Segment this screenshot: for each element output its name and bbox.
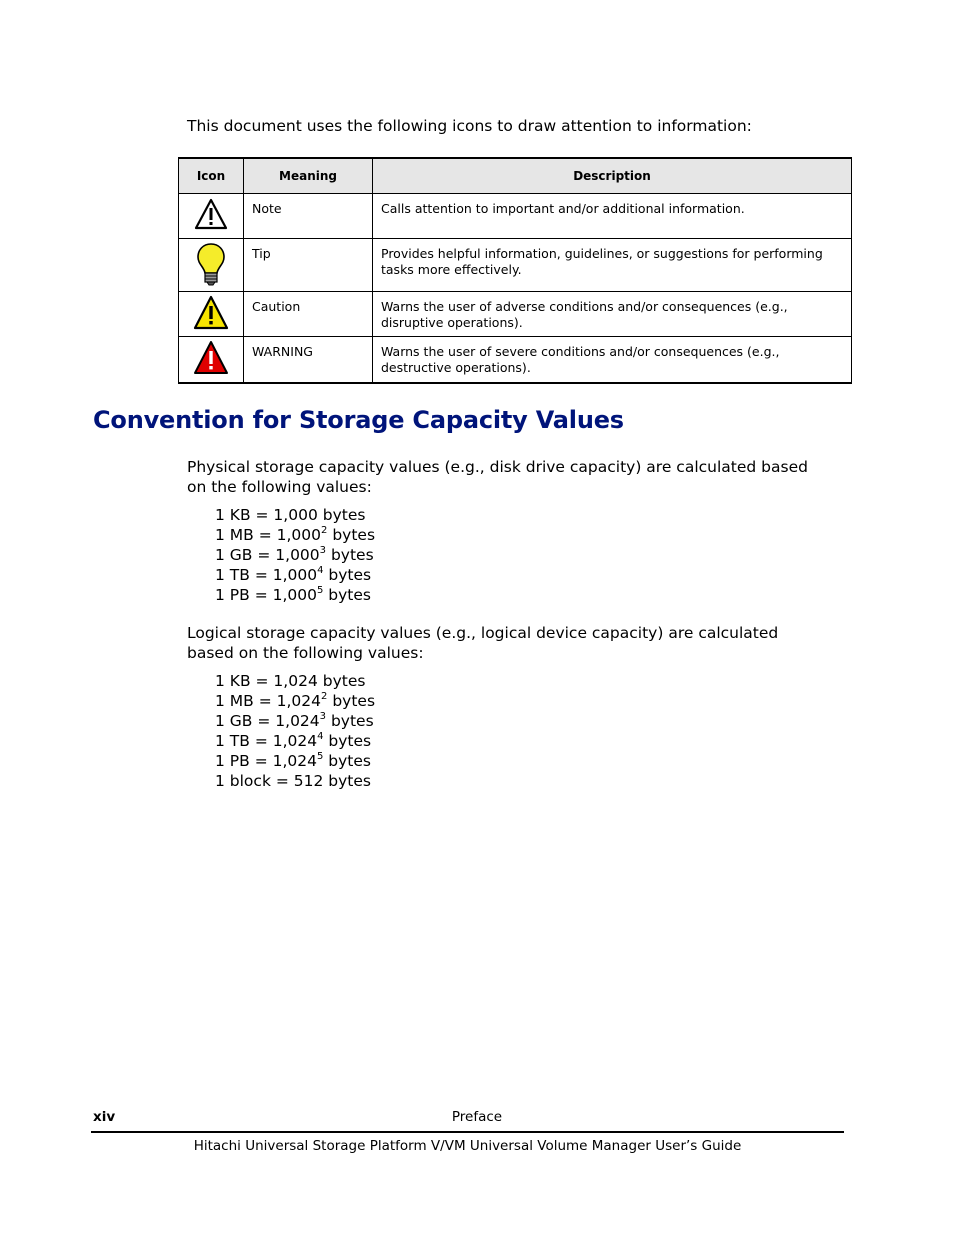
list-item: 1 TB = $1,000^4$ bytes [215,564,372,584]
list-item: 1 KB = 1,024 bytes [215,672,366,690]
table-row [179,239,852,292]
footer-section: Preface [451,1109,503,1125]
meaning-cell: Tip [244,239,373,292]
list-item: 1 PB = $1,024^5$ bytes [215,750,371,770]
intro-text: This document uses the following icons to draw attention to information: [187,117,752,135]
table-row [179,292,852,337]
section-heading: Convention for Storage Capacity Values [93,406,624,434]
list-item: 1 block = 512 bytes [215,772,371,790]
table-row [179,337,852,384]
description-cell: Calls attention to important and/or additional information. [373,194,852,239]
description-cell: Provides helpful information, guidelines, or suggestions for performing tasks more effectively. [373,239,852,292]
description-cell: Warns the user of severe conditions and/or consequences (e.g., destructive operations). [373,337,852,384]
caution-triangle-icon [193,295,229,331]
icon-table [178,157,852,384]
description-cell: Warns the user of adverse conditions and/or consequences (e.g., disruptive operations). [373,292,852,337]
icon-cell [179,194,244,239]
list-item: 1 TB = $1,024^4$ bytes [215,730,372,750]
list-item: 1 GB = $1,000^3$ bytes [215,544,374,564]
header-icon: Icon [179,158,244,194]
list-item: 1 MB = $1,024^2$ bytes [215,690,376,710]
physical-values-list [215,505,375,605]
warning-red-triangle-icon [193,340,229,376]
header-meaning: Meaning [244,158,373,194]
list-item: 1 PB = $1,000^5$ bytes [215,584,371,604]
footer-doc-title: Hitachi Universal Storage Platform V/VM Universal Volume Manager User’s Guide [193,1138,742,1154]
logical-paragraph: Logical storage capacity values (e.g., logical device capacity) are calculated based on the following values: [187,624,779,662]
icon-cell [179,239,244,292]
list-item: 1 GB = $1,024^3$ bytes [215,710,374,730]
icon-cell [179,337,244,384]
meaning-cell: Note [244,194,373,239]
table-row [179,194,852,239]
footer-divider [91,1131,844,1133]
logical-values-list [215,671,375,791]
note-warning-triangle-icon [194,197,228,231]
physical-paragraph: Physical storage capacity values (e.g., disk drive capacity) are calculated based on the following values: [187,458,808,496]
meaning-cell: WARNING [244,337,373,384]
meaning-cell: Caution [244,292,373,337]
icon-cell [179,292,244,337]
page-number: xiv [93,1109,116,1125]
table-header-row [179,158,852,194]
tip-lightbulb-icon [196,242,226,286]
list-item: 1 KB = 1,000 bytes [215,506,366,524]
list-item: 1 MB = $1,000^2$ bytes [215,524,376,544]
header-description: Description [373,158,852,194]
